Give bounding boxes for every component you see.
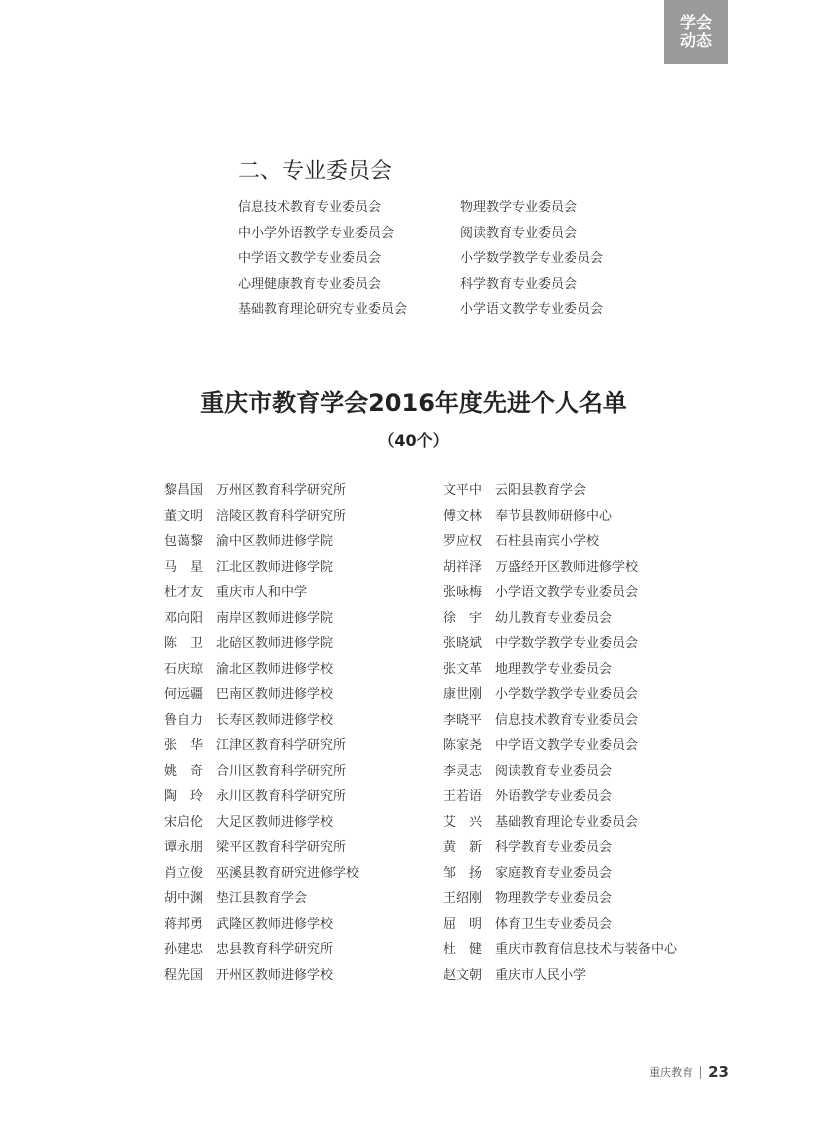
person-org: 重庆市人和中学 (216, 585, 308, 600)
person-name: 陈家尧 (443, 738, 483, 753)
person-name: 孙建忠 (164, 942, 204, 957)
person-org: 万州区教育科学研究所 (216, 483, 347, 498)
person-row (164, 861, 359, 887)
person-org: 巫溪县教育研究进修学校 (216, 865, 360, 881)
person-row (164, 912, 359, 938)
person-row (164, 835, 359, 861)
person-org: 阅读教育专业委员会 (495, 763, 613, 779)
committee-item: 小学语文教学专业委员会 (460, 302, 604, 317)
committee-item: 信息技术教育专业委员会 (238, 200, 382, 215)
person-name: 蒋邦勇 (164, 916, 204, 932)
person-row (443, 886, 677, 912)
person-row (164, 733, 359, 759)
person-name: 黄 新 (443, 840, 483, 855)
person-org: 小学语文教学专业委员会 (495, 585, 639, 600)
person-row (443, 478, 677, 504)
person-org: 信息技术教育专业委员会 (495, 712, 639, 728)
person-org: 重庆市教育信息技术与装备中心 (495, 942, 678, 957)
person-org: 幼儿教育专业委员会 (495, 610, 613, 626)
person-name: 谭永朋 (164, 840, 204, 855)
person-name: 邹 扬 (443, 865, 483, 881)
person-name: 胡祥泽 (443, 559, 483, 575)
person-row (164, 580, 359, 606)
person-org: 巴南区教师进修学校 (216, 687, 334, 702)
person-org: 奉节县教师研修中心 (495, 508, 613, 524)
person-name: 张 华 (164, 738, 204, 753)
person-org: 梁平区教育科学研究所 (216, 840, 347, 855)
person-name: 李晓平 (443, 712, 483, 728)
person-org: 江津区教育科学研究所 (216, 738, 347, 753)
person-org: 中学数学教学专业委员会 (495, 636, 639, 651)
committee-item: 物理教学专业委员会 (460, 200, 578, 215)
person-org: 地理教学专业委员会 (495, 661, 613, 677)
person-name: 艾 兴 (443, 814, 483, 830)
person-row (443, 784, 677, 810)
list-subtitle: （40个） (378, 431, 449, 450)
person-row (443, 529, 677, 555)
person-name: 黎昌国 (164, 483, 204, 498)
person-name: 张咏梅 (443, 585, 483, 600)
person-org: 永川区教育科学研究所 (216, 789, 347, 804)
person-row (164, 682, 359, 708)
person-org: 渝北区教师进修学校 (216, 661, 334, 677)
person-name: 王若语 (443, 789, 483, 804)
page-number: 23 (708, 1063, 729, 1081)
person-row (164, 478, 359, 504)
person-org: 忠县教育科学研究所 (216, 942, 334, 957)
person-org: 涪陵区教育科学研究所 (216, 508, 347, 524)
page-footer (649, 1063, 729, 1081)
person-row (443, 759, 677, 785)
person-name: 陶 玲 (164, 789, 204, 804)
person-row (443, 861, 677, 887)
person-name: 罗应权 (443, 534, 483, 549)
person-row (443, 631, 677, 657)
person-org: 江北区教师进修学院 (216, 559, 334, 575)
person-name: 姚 奇 (164, 763, 204, 779)
list-title: 重庆市教育学会2016年度先进个人名单 (200, 389, 627, 417)
person-name: 张文革 (443, 661, 483, 677)
person-row (164, 529, 359, 555)
person-name: 张晓斌 (443, 636, 483, 651)
section-tab (664, 0, 728, 64)
committee-item: 阅读教育专业委员会 (460, 225, 578, 241)
person-org: 物理教学专业委员会 (495, 891, 613, 906)
person-row (164, 606, 359, 632)
person-name: 杜 健 (443, 942, 483, 957)
person-list-left (164, 478, 359, 988)
committee-item: 科学教育专业委员会 (460, 276, 578, 292)
person-row (443, 912, 677, 938)
person-row (443, 606, 677, 632)
person-row (443, 682, 677, 708)
person-org: 开州区教师进修学校 (216, 967, 334, 983)
person-row (164, 555, 359, 581)
person-row (443, 555, 677, 581)
section-tab-line-1: 学会 (679, 13, 712, 32)
person-name: 杜才友 (164, 585, 204, 600)
person-row (164, 657, 359, 683)
person-name: 何远疆 (164, 687, 204, 702)
section-tab-line-2: 动态 (679, 31, 712, 50)
person-name: 赵文朝 (443, 967, 483, 983)
person-name: 程先国 (164, 967, 204, 983)
person-org: 武隆区教师进修学校 (216, 916, 334, 932)
person-org: 外语教学专业委员会 (495, 789, 613, 804)
committee-list-right (460, 195, 603, 323)
person-row (164, 937, 359, 963)
person-row (443, 733, 677, 759)
person-org: 长寿区教师进修学校 (216, 712, 334, 728)
person-row (443, 657, 677, 683)
committee-item: 中小学外语教学专业委员会 (238, 225, 395, 241)
committee-list-left (238, 195, 407, 323)
person-name: 徐 宇 (443, 610, 483, 626)
person-org: 石柱县南宾小学校 (495, 534, 600, 549)
section-heading: 二、专业委员会 (238, 159, 393, 184)
person-name: 屈 明 (443, 916, 483, 932)
person-name: 康世刚 (443, 687, 483, 702)
person-row (443, 963, 677, 989)
person-org: 云阳县教育学会 (495, 483, 587, 498)
person-row (443, 810, 677, 836)
person-row (443, 708, 677, 734)
committee-item: 中学语文教学专业委员会 (238, 251, 382, 266)
person-org: 科学教育专业委员会 (495, 840, 613, 855)
person-name: 李灵志 (443, 763, 483, 779)
person-row (164, 708, 359, 734)
person-row (164, 504, 359, 530)
person-name: 胡中渊 (164, 891, 204, 906)
person-name: 马 星 (164, 559, 204, 575)
person-org: 大足区教师进修学校 (216, 814, 334, 830)
person-name: 肖立俊 (164, 865, 204, 881)
person-org: 重庆市人民小学 (495, 967, 587, 983)
person-org: 垫江县教育学会 (216, 891, 308, 906)
person-org: 北碚区教师进修学院 (216, 636, 334, 651)
person-name: 陈 卫 (164, 636, 204, 651)
person-name: 傅文林 (443, 508, 483, 524)
person-name: 鲁自力 (164, 712, 204, 728)
person-row (164, 810, 359, 836)
person-org: 渝中区教师进修学院 (216, 534, 334, 549)
person-org: 万盛经开区教师进修学校 (495, 559, 639, 575)
person-list-right (443, 478, 677, 988)
person-row (164, 784, 359, 810)
footer-divider (700, 1066, 701, 1079)
person-name: 董文明 (164, 508, 204, 524)
person-row (443, 835, 677, 861)
committee-item: 小学数学教学专业委员会 (460, 251, 604, 266)
person-row (164, 886, 359, 912)
person-row (164, 631, 359, 657)
person-org: 小学数学教学专业委员会 (495, 687, 639, 702)
person-name: 王绍刚 (443, 891, 483, 906)
person-row (164, 759, 359, 785)
committee-item: 基础教育理论研究专业委员会 (238, 302, 408, 317)
person-name: 邓向阳 (164, 610, 204, 626)
person-name: 宋启伦 (164, 814, 204, 830)
person-row (443, 580, 677, 606)
person-row (443, 504, 677, 530)
committee-item: 心理健康教育专业委员会 (238, 276, 382, 292)
person-org: 家庭教育专业委员会 (495, 865, 613, 881)
person-org: 体育卫生专业委员会 (495, 916, 613, 932)
person-org: 基础教育理论专业委员会 (495, 814, 639, 830)
magazine-name: 重庆教育 (649, 1066, 694, 1079)
person-org: 南岸区教师进修学院 (216, 610, 334, 626)
person-name: 石庆琼 (164, 661, 204, 677)
person-row (443, 937, 677, 963)
person-org: 中学语文教学专业委员会 (495, 738, 639, 753)
person-name: 包蔼黎 (164, 534, 204, 549)
person-name: 文平中 (443, 483, 483, 498)
person-org: 合川区教育科学研究所 (216, 763, 347, 779)
person-row (164, 963, 359, 989)
